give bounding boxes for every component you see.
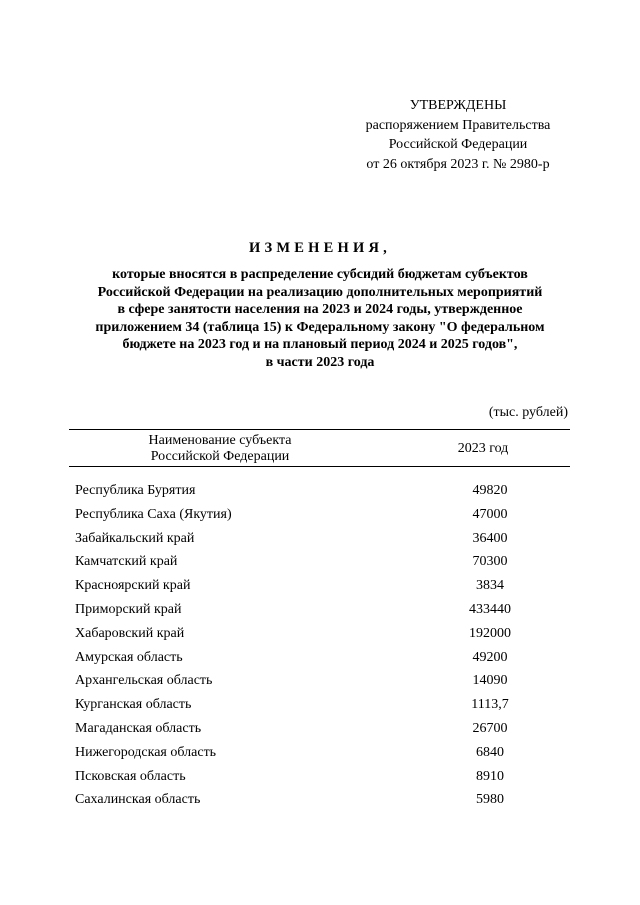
region-value: 14090 — [472, 673, 508, 689]
approval-block — [340, 96, 576, 174]
region-name: Псковская область — [75, 768, 186, 784]
table-row — [0, 745, 640, 769]
region-value: 47000 — [472, 506, 508, 522]
approval-line-1: распоряжением Правительства — [365, 117, 551, 133]
region-name: Красноярский край — [75, 578, 191, 594]
subtitle-line: в сфере занятости населения на 2023 и 2024 годы, утвержденное — [117, 302, 523, 318]
table-row — [0, 507, 640, 531]
region-name: Сахалинская область — [75, 792, 201, 808]
table-body — [0, 483, 640, 816]
column-header-region-line-1: Наименование субъекта — [148, 433, 292, 448]
subtitle-line: бюджете на 2023 год и на плановый период 2024 и 2025 годов", — [122, 337, 518, 353]
column-header-region — [125, 433, 315, 464]
table-row — [0, 602, 640, 626]
region-name: Забайкальский край — [75, 530, 195, 546]
region-value: 26700 — [472, 720, 508, 736]
region-name: Курганская область — [75, 697, 192, 713]
subtitle-line: приложением 34 (таблица 15) к Федеральному закону "О федеральном — [95, 319, 545, 335]
table-row — [0, 650, 640, 674]
region-name: Амурская область — [75, 649, 183, 665]
table-row — [0, 769, 640, 793]
region-value: 3834 — [476, 578, 504, 594]
table-row — [0, 578, 640, 602]
table-row — [0, 531, 640, 555]
region-name: Магаданская область — [75, 720, 202, 736]
region-value: 433440 — [469, 601, 511, 617]
units-label: (тыс. рублей) — [488, 405, 568, 420]
region-value: 5980 — [476, 792, 504, 808]
approval-line-3: от 26 октября 2023 г. № 2980-р — [366, 156, 550, 172]
region-name: Республика Бурятия — [75, 483, 196, 498]
approval-heading: УТВЕРЖДЕНЫ — [409, 98, 507, 113]
table-row — [0, 673, 640, 697]
approval-line-2: Российской Федерации — [388, 137, 528, 152]
region-name: Нижегородская область — [75, 744, 217, 760]
table-row — [0, 626, 640, 650]
subtitle-line: которые вносятся в распределение субсидий бюджетам субъектов — [112, 267, 528, 282]
region-name: Архангельская область — [75, 673, 213, 689]
region-value: 49200 — [472, 649, 508, 665]
region-value: 49820 — [472, 483, 508, 498]
column-header-region-line-2: Российской Федерации — [150, 448, 290, 464]
document-title: ИЗМЕНЕНИЯ, — [249, 240, 391, 256]
region-name: Республика Саха (Якутия) — [75, 506, 232, 522]
table-row — [0, 721, 640, 745]
region-value: 1113,7 — [471, 697, 509, 713]
table-row — [0, 483, 640, 507]
region-value: 192000 — [469, 625, 511, 641]
region-value: 36400 — [472, 530, 508, 546]
region-name: Хабаровский край — [75, 625, 185, 641]
table-row — [0, 554, 640, 578]
column-header-year: 2023 год — [457, 441, 509, 456]
document-subtitle — [70, 266, 570, 372]
region-name: Приморский край — [75, 601, 182, 617]
table-header — [69, 429, 570, 467]
subtitle-line: в части 2023 года — [265, 354, 375, 370]
region-value: 8910 — [476, 768, 504, 784]
table-row — [0, 697, 640, 721]
subtitle-line: Российской Федерации на реализацию дополнительных мероприятий — [97, 284, 543, 300]
region-name: Камчатский край — [75, 554, 178, 570]
region-value: 6840 — [476, 744, 504, 760]
table-row — [0, 792, 640, 816]
region-value: 70300 — [472, 554, 508, 570]
